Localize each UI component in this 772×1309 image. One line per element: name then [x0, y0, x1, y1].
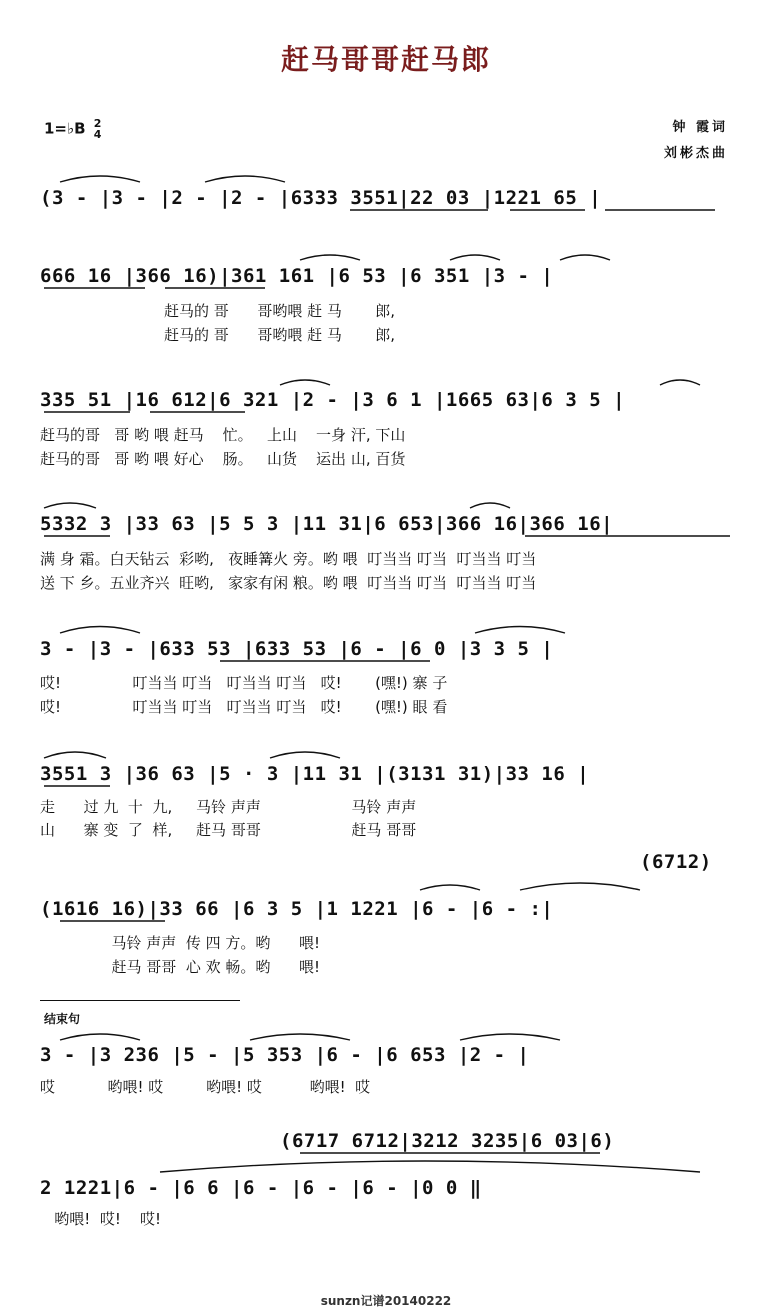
tie-arc — [60, 176, 140, 182]
pickup-figure: (6712) — [640, 851, 712, 873]
tie-arc — [44, 503, 96, 508]
time-sig-bottom: 4 — [93, 128, 102, 141]
lyric-line-8a: 哎 哟喂! 哎 哟喂! 哎 哟喂! 哎 — [40, 1078, 371, 1096]
notation-line-6: 3551 3 |36 63 |5 · 3 |11 31 |(3131 31)|33 16 | — [40, 763, 590, 785]
lyric-line-7a: 马铃 声声 传 四 方。哟 喂! — [40, 934, 320, 952]
ending-label: 结束句 — [44, 1012, 81, 1026]
tie-arc — [205, 176, 285, 182]
notation-line-8: 3 - |3 236 |5 - |5 353 |6 - |6 653 |2 - | — [40, 1044, 530, 1066]
tie-arc — [280, 380, 330, 385]
tie-arc — [475, 627, 565, 634]
notation-line-9: 2 1221|6 - |6 6 |6 - |6 - |6 - |0 0 ‖ — [40, 1177, 482, 1199]
tie-arc — [420, 885, 480, 890]
tie-arc — [450, 255, 500, 260]
transcriber-note: sunzn记谱20140222 — [320, 1294, 452, 1308]
key-signature — [44, 118, 101, 140]
lyric-line-2a: 赶马的 哥 哥哟喂 赶 马 郎, — [40, 302, 396, 320]
tie-arc — [520, 883, 640, 890]
lyric-line-4b: 送 下 乡。五业齐兴 旺哟, 家家有闲 粮。哟 喂 叮当当 叮当 叮当当 叮当 — [40, 574, 537, 592]
tie-arc — [60, 627, 140, 634]
notation-line-2: 666 16 |366 16)|361 161 |6 53 |6 351 |3 - | — [40, 265, 554, 287]
lyric-line-5b: 哎! 叮当当 叮当 叮当当 叮当 哎! (嘿!) 眼 看 — [40, 698, 448, 716]
lyric-line-9a: 哟喂! 哎! 哎! — [40, 1210, 161, 1228]
lyric-line-5a: 哎! 叮当当 叮当 叮当当 叮当 哎! (嘿!) 寨 子 — [40, 674, 448, 692]
tie-arc — [160, 1161, 700, 1172]
notation-line-5: 3 - |3 - |633 53 |633 53 |6 - |6 0 |3 3 5 | — [40, 638, 554, 660]
ending-bracket — [40, 1000, 240, 1001]
lyric-line-4a: 满 身 霜。白天钻云 彩哟, 夜睡篝火 旁。哟 喂 叮当当 叮当 叮当当 叮当 — [40, 550, 537, 568]
notation-line-4: 5332 3 |33 63 |5 5 3 |11 31|6 653|366 16|366 16| — [40, 513, 614, 535]
tie-arc — [300, 255, 360, 260]
composer-credit: 刘彬杰曲 — [663, 146, 728, 161]
lyric-line-2b: 赶马的 哥 哥哟喂 赶 马 郎, — [40, 326, 396, 344]
tie-arc — [660, 380, 700, 385]
time-signature — [94, 118, 102, 140]
tie-arc — [560, 255, 610, 260]
tie-arc — [250, 1034, 350, 1040]
upper-interlude: (6717 6712|3212 3235|6 03|6) — [280, 1130, 615, 1152]
time-sig-top: 2 — [93, 117, 102, 130]
notation-line-1: (3 - |3 - |2 - |2 - |6333 3551|22 03 |1221 65 | — [40, 187, 602, 209]
tie-arc — [60, 1034, 140, 1040]
song-title: 赶马哥哥赶马郎 — [280, 43, 491, 76]
tie-arc — [460, 1034, 560, 1040]
lyric-line-3a: 赶马的哥 哥 哟 喂 赶马 忙。 上山 一身 汗, 下山 — [40, 426, 406, 444]
notation-line-7: (1616 16)|33 66 |6 3 5 |1 1221 |6 - |6 - :| — [40, 898, 554, 920]
lyric-line-6b: 山 寨 变 了 样, 赶马 哥哥 赶马 哥哥 — [40, 821, 417, 839]
tie-arc — [44, 752, 106, 758]
tie-arc — [270, 752, 340, 758]
lyric-line-7b: 赶马 哥哥 心 欢 畅。哟 喂! — [40, 958, 320, 976]
lyricist-credit: 钟 霞词 — [672, 120, 728, 135]
lyric-line-3b: 赶马的哥 哥 哟 喂 好心 肠。 山货 运出 山, 百货 — [40, 450, 406, 468]
key-label: 1=♭B — [44, 119, 86, 138]
notation-line-3: 335 51 |16 612|6 321 |2 - |3 6 1 |1665 63|6 3 5 | — [40, 389, 626, 411]
lyric-line-6a: 走 过 九 十 九, 马铃 声声 马铃 声声 — [40, 798, 417, 816]
tie-arc — [470, 503, 510, 508]
